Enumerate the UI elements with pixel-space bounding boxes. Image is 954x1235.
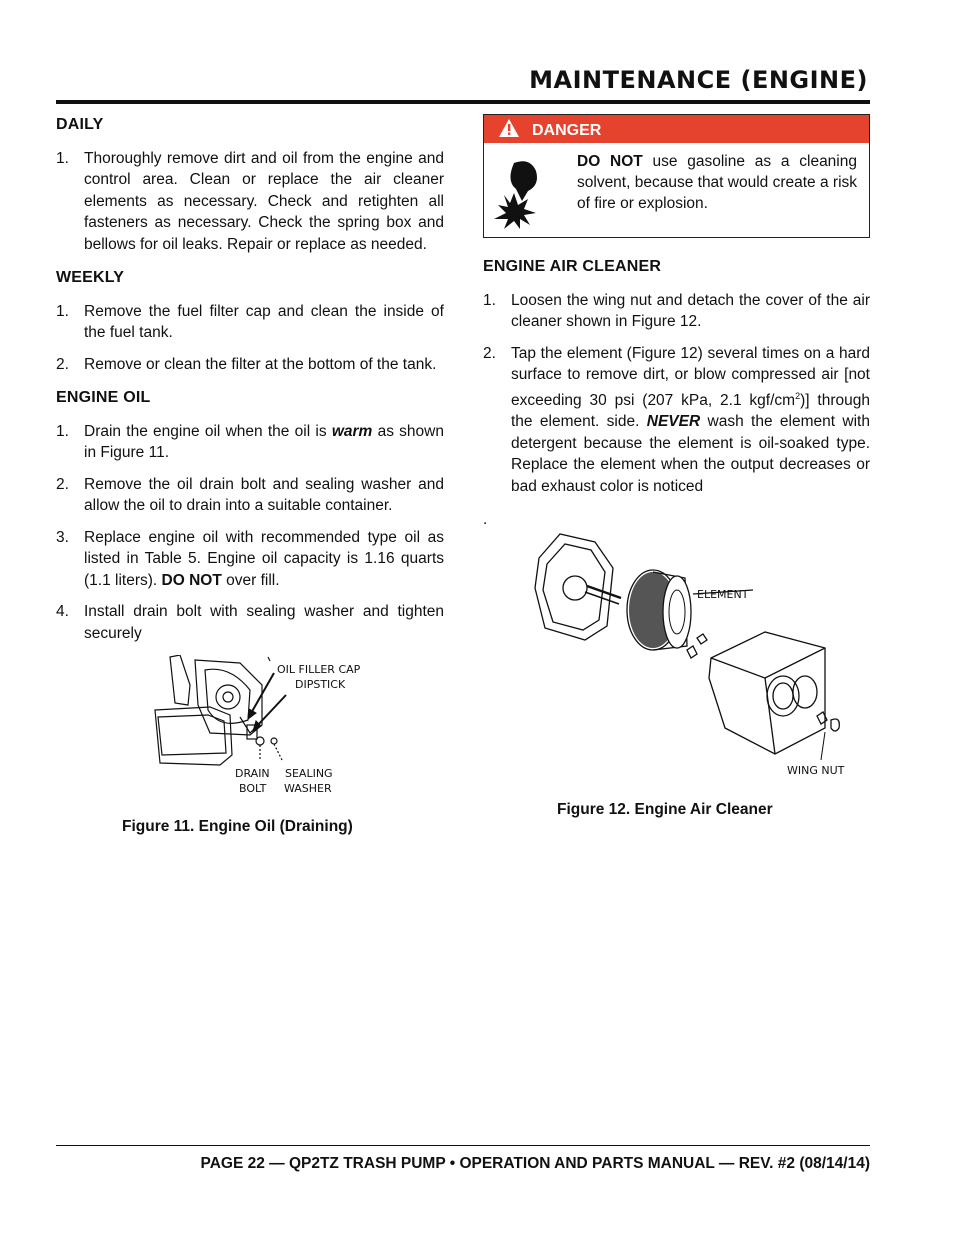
page-title: MAINTENANCE (ENGINE) [529, 66, 868, 94]
item-number: 1. [56, 422, 69, 440]
engine-oil-list [56, 421, 444, 645]
item-emphasis: NEVER [646, 413, 701, 431]
figure-12-caption: Figure 12. Engine Air Cleaner [557, 801, 773, 818]
list-item [56, 354, 444, 376]
danger-emphasis: DO NOT [577, 153, 643, 170]
engine-oil-figure [150, 655, 380, 800]
air-cleaner-heading: ENGINE AIR CLEANER [483, 258, 662, 275]
footer-rule [56, 1145, 870, 1146]
wing-nut-label: WING NUT [787, 764, 845, 777]
item-text: Remove the fuel filter cap and clean the inside of the fuel tank. [84, 302, 444, 341]
list-item [483, 343, 870, 498]
weekly-list [56, 301, 444, 376]
danger-message: use gasoline as a cleaning solvent, because that would create a risk of fire or explosion. [577, 153, 858, 212]
bolt-label: BOLT [239, 782, 267, 795]
item-text-end: wash the element with detergent because the element is oil-soaked type. Replace the element when the output decreases or bad exhaust color is noticed [511, 413, 870, 495]
list-item [56, 148, 444, 256]
list-item [56, 601, 444, 644]
figure-11-caption: Figure 11. Engine Oil (Draining) [122, 818, 353, 835]
danger-header [484, 115, 869, 143]
list-item [56, 301, 444, 344]
item-text-start: Drain the engine oil when the oil is [84, 422, 332, 440]
list-item [56, 527, 444, 592]
left-column [56, 114, 444, 656]
list-item [56, 474, 444, 517]
item-number: 1. [56, 302, 69, 320]
item-text-end: over fill. [221, 571, 280, 589]
item-number: 4. [56, 603, 69, 620]
danger-box [483, 114, 870, 238]
air-cleaner-list [483, 290, 870, 498]
list-item [483, 290, 870, 333]
page-footer: PAGE 22 — QP2TZ TRASH PUMP • OPERATION AND PARTS MANUAL — REV. #2 (08/14/14) [200, 1155, 870, 1172]
daily-heading: DAILY [56, 116, 104, 133]
oil-filler-cap-label: OIL FILLER CAP [277, 663, 361, 676]
item-text: Thoroughly remove dirt and oil from the engine and control area. Clean or replace the air cleaner elements as necessary. Check and retighten all fasteners as necessary. Check the spring box and bellows for oil leaks. Repair or replace as needed. [84, 149, 444, 253]
item-text: Remove the oil drain bolt and sealing washer and allow the oil to drain into a suitable container. [84, 475, 444, 514]
item-text-end: as shown in Figure 11. [84, 422, 444, 461]
stray-period: . [483, 511, 488, 529]
item-warning: DO NOT [161, 571, 222, 589]
item-number: 1. [56, 149, 69, 167]
item-emphasis: warm [331, 422, 373, 440]
item-number: 2. [483, 344, 496, 362]
element-label: ELEMENT [697, 588, 749, 601]
item-number: 2. [56, 475, 69, 493]
item-superscript: 2 [795, 390, 801, 401]
item-text: Remove or clean the filter at the bottom of the tank. [84, 355, 437, 373]
explosion-icon [492, 155, 542, 231]
item-text: Install drain bolt with sealing washer and tighten securely [84, 603, 444, 642]
sealing-label: SEALING [285, 767, 333, 780]
engine-oil-heading: ENGINE OIL [56, 389, 151, 406]
item-number: 2. [56, 355, 69, 373]
item-text: Replace engine oil with recommended type oil as listed in Table 5. Engine oil capacity is 1.16 quarts (1.1 liters). [84, 528, 444, 589]
list-item [56, 421, 444, 464]
drain-label: DRAIN [235, 767, 270, 780]
item-text: Loosen the wing nut and detach the cover of the air cleaner shown in Figure 12. [511, 291, 870, 330]
danger-label: DANGER [532, 122, 602, 139]
weekly-heading: WEEKLY [56, 269, 125, 286]
danger-text [577, 151, 857, 214]
title-rule [56, 100, 870, 104]
right-column [483, 114, 870, 531]
item-text-start: Tap the element (Figure 12) several times on a hard surface to remove dirt, or blow compressed air [not exceeding 30 psi (207 kPa, 2.1 kgf/cm [511, 344, 870, 409]
daily-list [56, 148, 444, 256]
warning-triangle-icon [498, 118, 520, 138]
item-number: 1. [483, 291, 496, 309]
dipstick-label: DIPSTICK [295, 678, 346, 691]
item-number: 3. [56, 528, 69, 546]
air-cleaner-figure [525, 528, 855, 783]
item-text-middle: )] through the element. side. [511, 391, 870, 431]
washer-label: WASHER [284, 782, 332, 795]
